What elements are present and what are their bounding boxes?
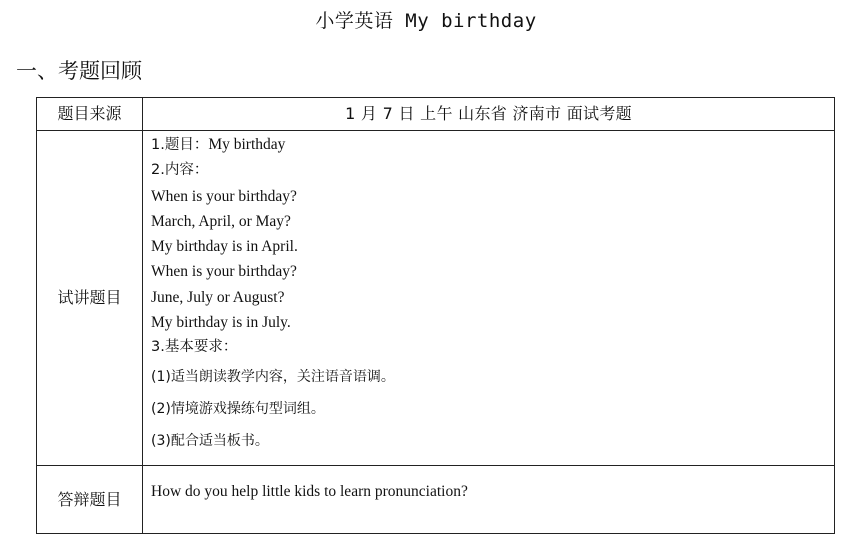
topic-line bbox=[151, 132, 834, 158]
content-line-6: My birthday is in July. bbox=[151, 314, 291, 332]
lecture-label: 试讲题目 bbox=[37, 131, 143, 466]
table-row-lecture bbox=[37, 131, 835, 466]
defense-label: 答辩题目 bbox=[37, 466, 143, 534]
section-heading: 一、考题回顾 bbox=[16, 59, 142, 83]
content-line-5: June, July or August? bbox=[151, 288, 285, 306]
content-label: 2.内容： bbox=[151, 162, 209, 179]
table-row-defense bbox=[37, 466, 835, 534]
content-line-3: My birthday is in April. bbox=[151, 238, 298, 256]
source-value: 1 月 7 日 上午 山东省 济南市 面试考题 bbox=[143, 98, 835, 131]
content-line-2: March, April, or May? bbox=[151, 212, 291, 230]
topic-prefix: 1.题目： bbox=[151, 137, 209, 153]
table-row-source bbox=[37, 98, 835, 131]
content-line-1: When is your birthday? bbox=[151, 187, 297, 205]
requirement-2: (2)情境游戏操练句型词组。 bbox=[151, 400, 325, 417]
requirements-label: 3.基本要求： bbox=[151, 339, 238, 356]
topic-value: My birthday bbox=[208, 136, 286, 153]
lecture-content bbox=[143, 131, 835, 466]
defense-question: How do you help little kids to learn pronunciation? bbox=[143, 466, 835, 534]
exam-info-table bbox=[36, 97, 835, 534]
requirement-1: (1)适当朗读教学内容，关注语音语调。 bbox=[151, 368, 395, 385]
document-title: 小学英语 My birthday bbox=[315, 10, 537, 32]
content-line-4: When is your birthday? bbox=[151, 263, 297, 281]
source-label: 题目来源 bbox=[37, 98, 143, 131]
requirement-3: (3)配合适当板书。 bbox=[151, 432, 269, 449]
